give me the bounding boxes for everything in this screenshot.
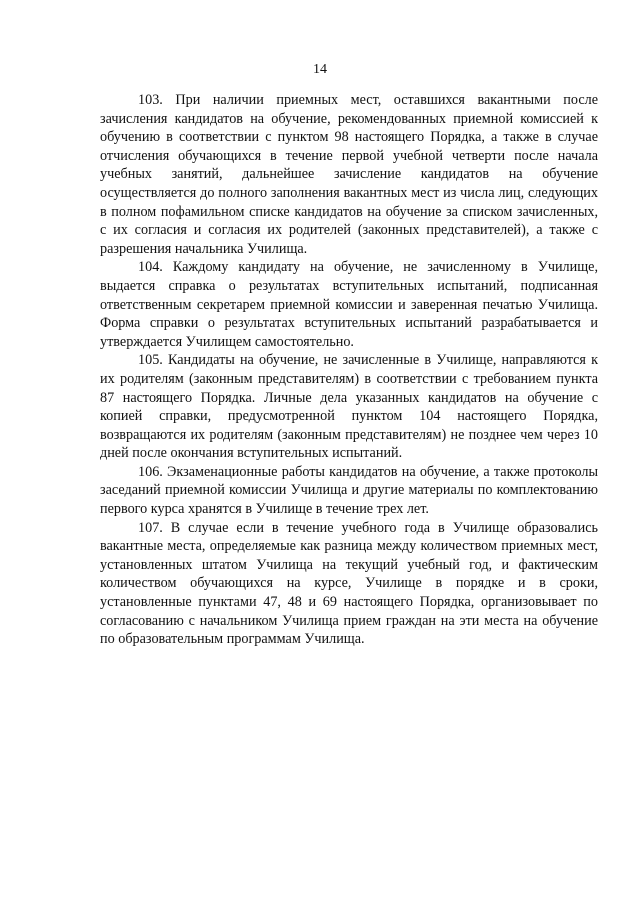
paragraph-105: 105. Кандидаты на обучение, не зачисленные в Училище, направляются к их родителям (законным представителям) в соответствии с требованием пункта 87 настоящего Порядка. Личные дела указанных кандидатов на обучение с копией справки, предусмотренной пунктом 104 настоящего Порядка, возвращаются их родителям (законным представителям) не позднее чем через 10 дней после окончания вступительных испытаний. [100, 352, 598, 462]
page-number: 14 [313, 62, 327, 77]
paragraph-107: 107. В случае если в течение учебного года в Училище образовались вакантные места, определяемые как разница между количеством приемных мест, установленных штатом Училища на текущий учебный год, и фактическим количеством обучающихся на курсе, Училище в порядке и в сроки, установленные пунктами 47, 48 и 69 настоящего Порядка, организовывает по согласованию с начальником Училища прием граждан на эти места на обучение по образовательным программам Училища. [100, 519, 598, 648]
paragraph-103: 103. При наличии приемных мест, оставшихся вакантными после зачисления кандидатов на обучение, рекомендованных приемной комиссией к обучению в соответствии с пунктом 98 настоящего Порядка, а также в случае отчисления обучающихся в течение первой учебной четверти после начала учебных занятий, дальнейшее зачисление кандидатов на обучение осуществляется до полного заполнения вакантных мест из числа лиц, следующих в полном пофамильном списке кандидатов на обучение за списком зачисленных, с их согласия и согласия их родителей (законных представителей), а также с разрешения начальника Училища. [100, 92, 598, 257]
paragraph-106: 106. Экзаменационные работы кандидатов на обучение, а также протоколы заседаний приемной комиссии Училища и другие материалы по комплектованию первого курса хранятся в Училище в течение трех лет. [100, 463, 598, 518]
document-body [100, 91, 598, 649]
paragraph-104: 104. Каждому кандидату на обучение, не зачисленному в Училище, выдается справка о результатах вступительных испытаний, подписанная ответственным секретарем приемной комиссии и заверенная печатью Училища. Форма справки о результатах вступительных испытаний разрабатывается и утверждается Училищем самостоятельно. [100, 259, 598, 350]
